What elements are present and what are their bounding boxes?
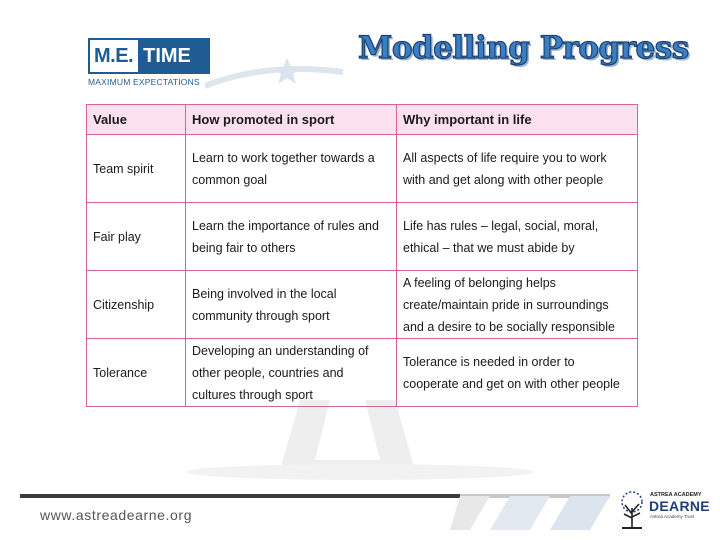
tree-icon: [616, 490, 648, 530]
table-row: [87, 339, 638, 407]
cell-importance: All aspects of life require you to work with and get along with other people: [397, 135, 638, 203]
table-row: [87, 203, 638, 271]
cell-value: Citizenship: [87, 271, 186, 339]
footer-stripes-graphic: [450, 496, 620, 530]
column-header-promoted: How promoted in sport: [186, 105, 397, 135]
footer-website-link[interactable]: www.astreadearne.org: [40, 507, 193, 523]
footer-divider-dark: [20, 494, 480, 498]
cell-importance: Life has rules – legal, social, moral, ethical – that we must abide by: [397, 203, 638, 271]
values-table: [86, 104, 638, 407]
logo-tagline: MAXIMUM EXPECTATIONS: [88, 77, 200, 87]
column-header-importance: Why important in life: [397, 105, 638, 135]
cell-value: Team spirit: [87, 135, 186, 203]
table-row: [87, 271, 638, 339]
logo-time-text: TIME: [138, 40, 208, 72]
column-header-value: Value: [87, 105, 186, 135]
cell-promoted: Developing an understanding of other people, countries and cultures through sport: [186, 339, 397, 407]
table-row: [87, 135, 638, 203]
footer-academy-label: ASTREA ACADEMY: [650, 492, 702, 498]
me-time-logo: [88, 38, 210, 87]
cell-promoted: Learn the importance of rules and being fair to others: [186, 203, 397, 271]
cell-value: Fair play: [87, 203, 186, 271]
cell-importance: A feeling of belonging helps create/maintain pride in surroundings and a desire to be socially responsible: [397, 271, 638, 339]
footer-trust-label: Astrea Academy Trust: [650, 514, 695, 519]
cell-promoted: Learn to work together towards a common goal: [186, 135, 397, 203]
page-title: Modelling Progress: [358, 30, 689, 66]
watermark-building-graphic: [180, 400, 540, 480]
astrea-dearne-logo: [616, 490, 716, 532]
cell-value: Tolerance: [87, 339, 186, 407]
cell-promoted: Being involved in the local community through sport: [186, 271, 397, 339]
star-swoosh-icon: [205, 52, 345, 92]
cell-importance: Tolerance is needed in order to cooperate and get on with other people: [397, 339, 638, 407]
logo-me-text: M.E.: [94, 44, 134, 67]
table-header-row: [87, 105, 638, 135]
footer-school-name: DEARNE: [649, 498, 710, 514]
